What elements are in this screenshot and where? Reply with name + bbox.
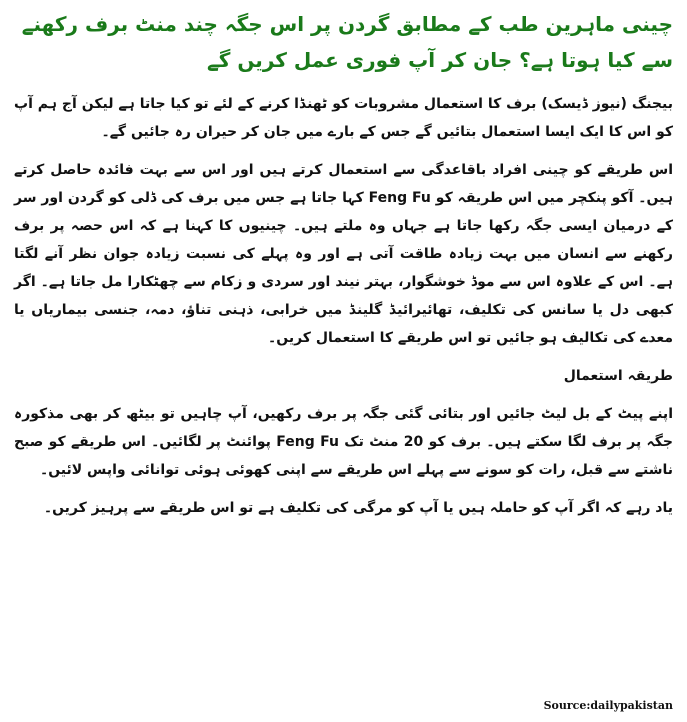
method-paragraph-warning: یاد رہے کہ اگر آپ کو حاملہ ہیں یا آپ کو مرگی کی تکلیف ہے تو اس طریقے سے پرہیز کریں۔ (43, 500, 673, 516)
method-paragraph-instructions: اپنے پیٹ کے بل لیٹ جائیں اور بتائی گئی جگہ پر برف رکھیں، آپ چاہیں تو بیٹھ کر بھی مذکورہ جگہ پر برف لگا سکتے ہیں۔ برف کو 20 منٹ تک Feng Fu پوائنٹ پر لگائیں۔ اس طریقے کو صبح ناشتے سے قبل، رات کو سونے سے پہلے اس طریقے سے اپنی کھوئی ہوئی توانائی واپس لائیں۔ (14, 406, 673, 478)
article-paragraph-intro: بیجنگ (نیوز ڈیسک) برف کا استعمال مشروبات کو ٹھنڈا کرنے کے لئے تو کیا جاتا ہے لیکن آج ہم آپ کو اس کا ایک ایسا استعمال بتائیں گے جس کے بارے میں جان کر حیران رہ جائیں گے۔ (14, 96, 673, 140)
article-paragraph-benefits: اس طریقے کو چینی افراد باقاعدگی سے استعمال کرتے ہیں اور اس سے بہت فائدہ حاصل کرتے ہیں۔ آکو پنکچر میں اس طریقہ کو Feng Fu کہا جاتا ہے جس میں برف کی ڈلی کو گردن اور سر کے درمیان ایسی جگہ رکھا جاتا ہے جہاں وہ ملتے ہیں۔ چینیوں کا کہنا ہے کہ اس حصہ پر برف رکھنے سے انسان میں بہت زیادہ طاقت آتی ہے اور وہ پہلے کی نسبت زیادہ جوان نظر آنے لگتا ہے۔ اس کے علاوہ اس سے موڈ خوشگوار، بہتر نیند اور سردی و زکام سے چھٹکارا مل جاتا ہے۔ اگر کبھی دل یا سانس کی تکلیف، تھائیرائیڈ گلینڈ میں خرابی، ذہنی تناؤ، دمہ، جنسی بیماریاں یا معدے کی تکالیف ہو جائیں تو اس طریقے کا استعمال کریں۔ (14, 162, 673, 346)
source-credit: Source:dailypakistan (543, 699, 673, 712)
method-heading: طریقہ استعمال (563, 368, 673, 384)
article-title: چینی ماہرین طب کے مطابق گردن پر اس جگہ چند منٹ برف رکھنے سے کیا ہوتا ہے؟ جان کر آپ فوری عمل کریں گے (21, 12, 673, 72)
